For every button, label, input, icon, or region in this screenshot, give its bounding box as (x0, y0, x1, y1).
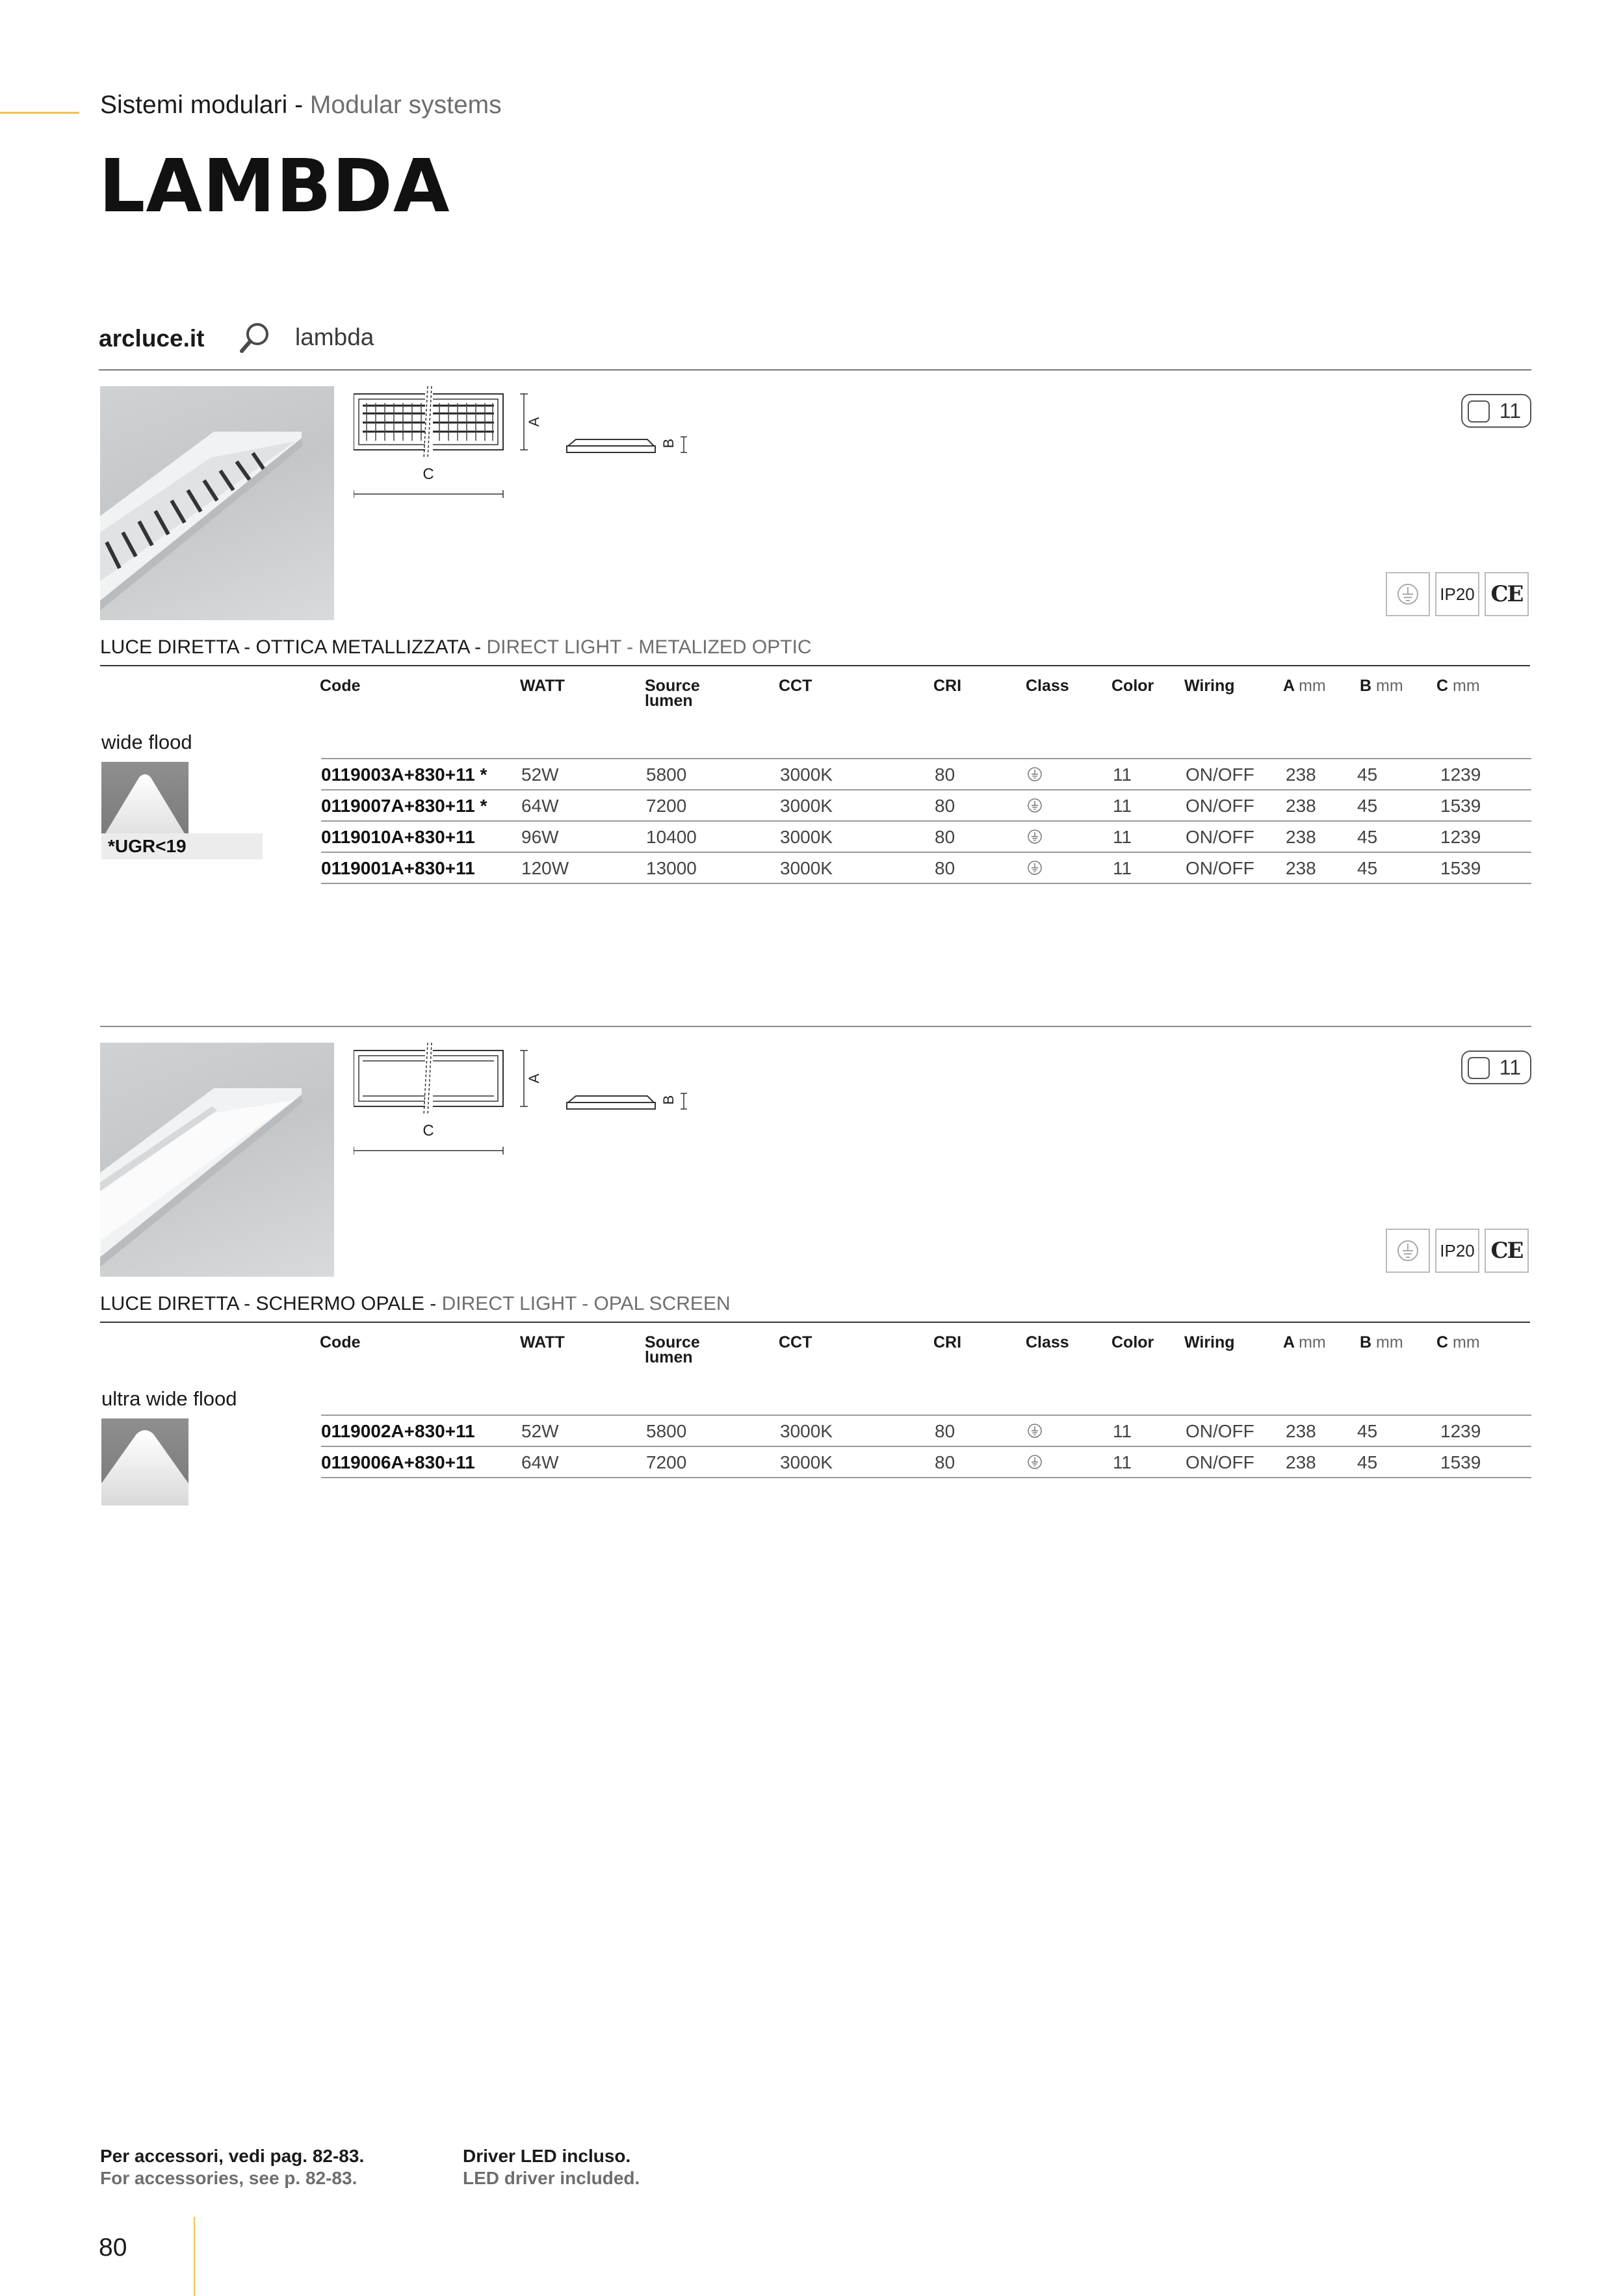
col-class: Class (1026, 677, 1069, 695)
product-block-1 (100, 386, 1531, 906)
section-title (100, 91, 502, 120)
cell-wiring: ON/OFF (1186, 858, 1254, 878)
col-b-label: B (1360, 677, 1372, 695)
col-c-unit: mm (1453, 1333, 1480, 1351)
col-a-label: A (1283, 677, 1295, 695)
cell-cct: 3000K (780, 764, 833, 785)
cell-b: 45 (1357, 858, 1378, 878)
cell-lumen: 7200 (646, 1452, 687, 1472)
cell-b: 45 (1357, 827, 1378, 847)
col-code: Code (320, 677, 361, 695)
cell-code: 0119010A+830+11 (321, 827, 475, 847)
col-cct: CCT (779, 677, 812, 695)
cell-cct: 3000K (780, 796, 833, 816)
table-row[interactable] (321, 822, 1531, 853)
cell-watt: 52W (521, 1421, 559, 1441)
driver-note (463, 2145, 640, 2189)
cell-wiring: ON/OFF (1186, 827, 1254, 847)
table-row[interactable] (321, 790, 1531, 822)
section-title-it: Sistemi modulari - (100, 91, 304, 119)
ce-mark: CE (1485, 572, 1529, 616)
col-c (1436, 1335, 1480, 1350)
col-source (645, 1335, 700, 1365)
cell-cct: 3000K (780, 1452, 833, 1472)
cell-color: 11 (1113, 1421, 1132, 1441)
product-photo (100, 386, 334, 620)
page-title: LAMBDA (99, 144, 450, 229)
col-wiring: Wiring (1184, 1333, 1235, 1351)
driver-note-it: Driver LED incluso. (463, 2146, 631, 2166)
cell-code: 0119001A+830+11 (321, 858, 475, 878)
table-row[interactable] (321, 1447, 1531, 1478)
earth-ground-icon (1386, 1229, 1430, 1273)
cell-a: 238 (1286, 827, 1316, 847)
col-code: Code (320, 1333, 361, 1351)
accessories-note-it: Per accessori, vedi pag. 82-83. (100, 2146, 365, 2166)
earth-ground-icon (1027, 1422, 1043, 1443)
cell-wiring: ON/OFF (1186, 1452, 1254, 1472)
product-heading-it: LUCE DIRETTA - OTTICA METALLIZZATA - (100, 636, 482, 658)
color-badge (1461, 1050, 1531, 1084)
col-class: Class (1026, 1333, 1069, 1351)
cell-lumen: 13000 (646, 858, 697, 878)
col-source-line1: Source (645, 677, 700, 695)
dim-label-c: C (422, 465, 434, 483)
cell-wiring: ON/OFF (1186, 1421, 1254, 1441)
color-badge (1461, 394, 1531, 428)
cell-code: 0119003A+830+11 * (321, 764, 487, 785)
cell-a: 238 (1286, 858, 1316, 878)
col-source-line2: lumen (645, 1348, 693, 1366)
col-a (1283, 1335, 1326, 1350)
cell-c: 1539 (1440, 858, 1481, 878)
cell-color: 11 (1113, 827, 1132, 847)
ugr-note: *UGR<19 (101, 833, 263, 859)
product-photo (100, 1043, 334, 1277)
col-cri: CRI (933, 677, 962, 695)
col-a-unit: mm (1299, 677, 1326, 695)
cell-lumen: 5800 (646, 764, 687, 785)
color-swatch (1468, 1057, 1490, 1079)
col-b (1360, 1335, 1403, 1350)
search-icon[interactable] (237, 320, 273, 356)
cell-lumen: 5800 (646, 1421, 687, 1441)
ip-rating: IP20 (1435, 1229, 1479, 1273)
col-b-unit: mm (1376, 1333, 1403, 1351)
cell-a: 238 (1286, 1421, 1316, 1441)
earth-ground-icon (1386, 572, 1430, 616)
section-divider (100, 1026, 1531, 1027)
cell-cri: 80 (935, 858, 955, 878)
dim-label-b: B (660, 1095, 677, 1105)
search-term[interactable]: lambda (295, 324, 374, 350)
website-link[interactable]: arcluce.it (99, 325, 205, 352)
col-a-unit: mm (1299, 1333, 1326, 1351)
col-b (1360, 679, 1403, 694)
col-b-unit: mm (1376, 677, 1403, 695)
col-b-label: B (1360, 1333, 1372, 1351)
cell-a: 238 (1286, 764, 1316, 785)
product-table (321, 1415, 1531, 1478)
col-color: Color (1111, 677, 1154, 695)
ip-rating: IP20 (1435, 572, 1479, 616)
cell-b: 45 (1357, 764, 1378, 785)
col-source (645, 679, 700, 709)
cell-color: 11 (1113, 764, 1132, 785)
beam-label: ultra wide flood (101, 1387, 237, 1410)
cell-color: 11 (1113, 1452, 1132, 1472)
cell-a: 238 (1286, 1452, 1316, 1472)
product-heading-en: DIRECT LIGHT - OPAL SCREEN (441, 1293, 731, 1314)
cell-cri: 80 (935, 796, 955, 816)
col-watt: WATT (520, 677, 565, 695)
col-a (1283, 679, 1326, 694)
col-cct: CCT (779, 1333, 812, 1351)
cell-wiring: ON/OFF (1186, 764, 1254, 785)
dim-label-a: A (526, 417, 542, 427)
cell-cct: 3000K (780, 1421, 833, 1441)
cell-cri: 80 (935, 1452, 955, 1472)
col-wiring: Wiring (1184, 677, 1235, 695)
cell-cri: 80 (935, 827, 955, 847)
col-c (1436, 679, 1480, 694)
cell-cri: 80 (935, 764, 955, 785)
cell-c: 1239 (1440, 764, 1481, 785)
cell-lumen: 10400 (646, 827, 697, 847)
cell-watt: 64W (521, 796, 559, 816)
table-row[interactable] (321, 1416, 1531, 1447)
earth-ground-icon (1027, 828, 1043, 849)
cell-lumen: 7200 (646, 796, 687, 816)
color-badge-label: 11 (1499, 1055, 1521, 1079)
col-a-label: A (1283, 1333, 1295, 1351)
product-heading (100, 636, 1530, 666)
dimension-drawing (354, 1043, 692, 1173)
earth-ground-icon (1027, 1454, 1043, 1474)
cell-c: 1239 (1440, 1421, 1481, 1441)
cell-b: 45 (1357, 1452, 1378, 1472)
dim-label-a: A (526, 1073, 542, 1084)
cell-b: 45 (1357, 796, 1378, 816)
col-watt: WATT (520, 1333, 565, 1351)
cell-c: 1539 (1440, 1452, 1481, 1472)
product-table (321, 758, 1531, 884)
dim-label-c: C (422, 1122, 434, 1140)
color-swatch (1468, 400, 1490, 423)
earth-ground-icon (1027, 766, 1043, 787)
earth-ground-icon (1027, 797, 1043, 818)
cell-cct: 3000K (780, 858, 833, 878)
accessories-note (100, 2145, 364, 2189)
ce-mark: CE (1485, 1229, 1529, 1273)
table-row[interactable] (321, 853, 1531, 884)
cell-b: 45 (1357, 1421, 1378, 1441)
accessories-note-en: For accessories, see p. 82-83. (100, 2168, 357, 2188)
beam-label: wide flood (101, 731, 192, 753)
driver-note-en: LED driver included. (463, 2168, 640, 2188)
earth-ground-icon (1027, 859, 1043, 880)
col-cri: CRI (933, 1333, 962, 1351)
col-c-label: C (1436, 1333, 1449, 1351)
col-source-line1: Source (645, 1333, 700, 1351)
accent-line (0, 112, 79, 114)
certification-icons (1386, 572, 1529, 616)
cell-cri: 80 (935, 1421, 955, 1441)
product-heading-en: DIRECT LIGHT - METALIZED OPTIC (486, 636, 812, 658)
page-number: 80 (99, 2234, 127, 2262)
col-color: Color (1111, 1333, 1154, 1351)
cell-code: 0119007A+830+11 * (321, 796, 487, 816)
beam-angle-icon (101, 1418, 188, 1506)
color-badge-label: 11 (1499, 398, 1521, 423)
cell-watt: 52W (521, 764, 559, 785)
table-row[interactable] (321, 759, 1531, 790)
cell-color: 11 (1113, 858, 1132, 878)
product-heading (100, 1293, 1530, 1323)
cell-a: 238 (1286, 796, 1316, 816)
cell-code: 0119002A+830+11 (321, 1421, 475, 1441)
cell-color: 11 (1113, 796, 1132, 816)
cell-watt: 96W (521, 827, 559, 847)
section-title-en: Modular systems (309, 91, 502, 119)
cell-code: 0119006A+830+11 (321, 1452, 475, 1472)
page-number-rule (194, 2217, 195, 2296)
col-source-line2: lumen (645, 692, 693, 710)
certification-icons (1386, 1229, 1529, 1273)
col-c-unit: mm (1453, 677, 1480, 695)
cell-watt: 120W (521, 858, 569, 878)
product-heading-it: LUCE DIRETTA - SCHERMO OPALE - (100, 1293, 437, 1314)
cell-watt: 64W (521, 1452, 559, 1472)
web-row (99, 320, 1531, 371)
col-c-label: C (1436, 677, 1449, 695)
dim-label-b: B (660, 438, 677, 449)
cell-c: 1239 (1440, 827, 1481, 847)
product-block-2 (100, 1043, 1531, 1511)
cell-wiring: ON/OFF (1186, 796, 1254, 816)
dimension-drawing (354, 386, 692, 516)
cell-cct: 3000K (780, 827, 833, 847)
cell-c: 1539 (1440, 796, 1481, 816)
